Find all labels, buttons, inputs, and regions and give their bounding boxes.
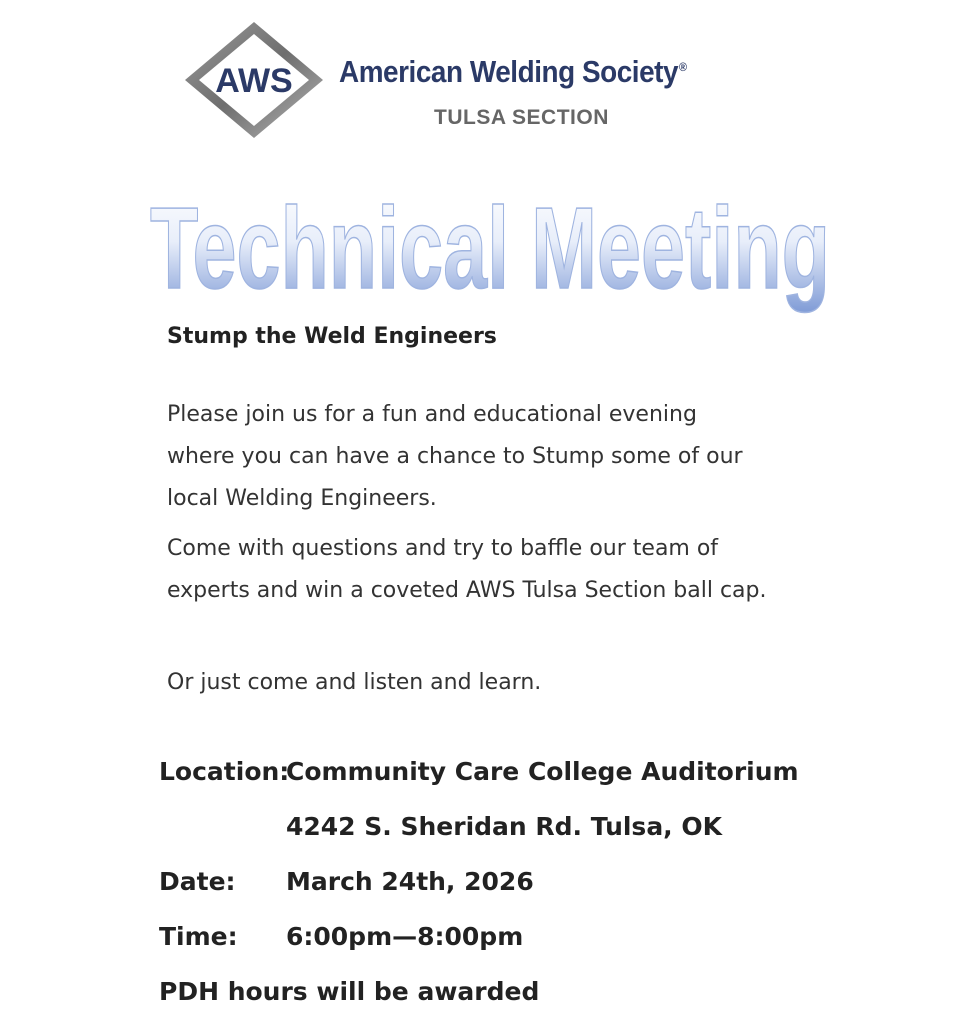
pdh-note: PDH hours will be awarded <box>159 977 540 1006</box>
location-label: Location: <box>159 757 290 786</box>
headline-text: Technical Meeting <box>150 183 830 313</box>
time-label: Time: <box>159 922 238 951</box>
aws-logo <box>183 20 743 140</box>
event-subtitle: Stump the Weld Engineers <box>167 324 497 349</box>
society-name-text: American Welding Society <box>339 54 679 89</box>
section-name: TULSA SECTION <box>434 106 609 129</box>
logo-mark-text: AWS <box>215 62 293 100</box>
time-value: 6:00pm—8:00pm <box>286 922 524 951</box>
paragraph-challenge: Come with questions and try to baffle our team of experts and win a coveted AWS Tulsa Section ball cap. <box>167 536 767 603</box>
registered-mark: ® <box>678 59 687 74</box>
headline-wordart <box>140 180 840 320</box>
date-value: March 24th, 2026 <box>286 867 534 896</box>
location-name: Community Care College Auditorium <box>286 757 799 786</box>
society-name <box>339 54 686 90</box>
location-address: 4242 S. Sheridan Rd. Tulsa, OK <box>286 812 723 841</box>
paragraph-intro: Please join us for a fun and educational evening where you can have a chance to Stump some of our local Welding Engineers. <box>167 402 743 511</box>
paragraph-listen: Or just come and listen and learn. <box>167 670 542 695</box>
aws-diamond-icon <box>183 20 325 140</box>
date-label: Date: <box>159 867 236 896</box>
